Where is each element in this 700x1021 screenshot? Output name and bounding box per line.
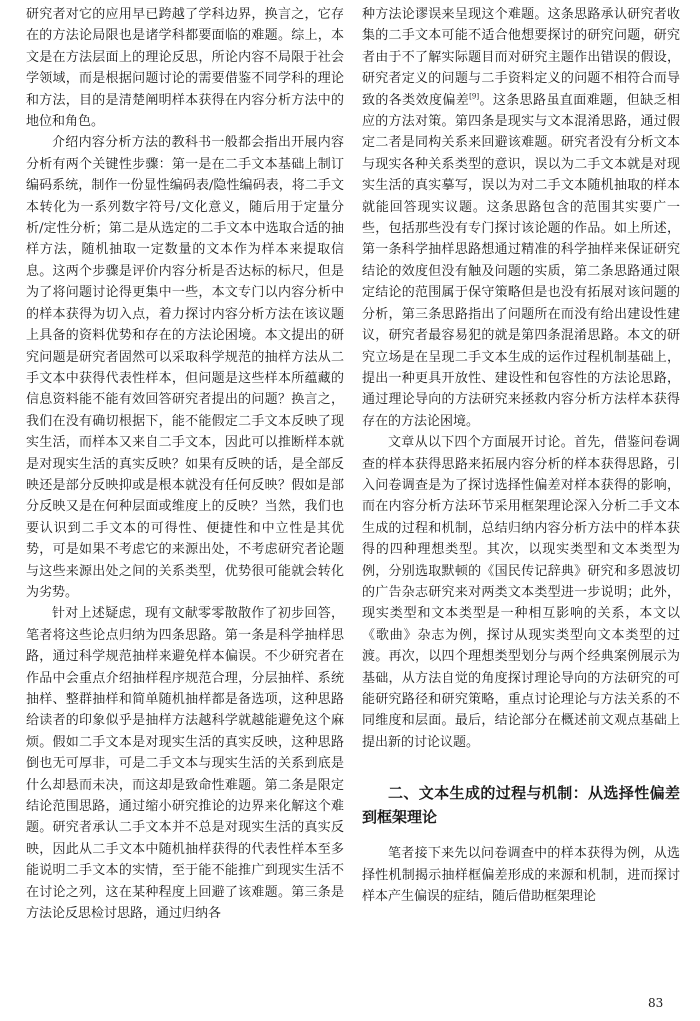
- paragraph: 介绍内容分析方法的教科书一般都会指出开展内容分析有两个关键性步骤：第一是在二手文本基础上制订编码系统，制作一份显性编码表/隐性编码表，将二手文本转化为一系列数字符号/文化意义，随后用于定量分析/定性分析；第二是从选定的二手文本中选取合适的抽样方法，随机抽取一定数量的文本作为样本来提取信息。这两个步骤是评价内容分析是否达标的标尺，但是为了将问题讨论得更集中一些，本文专门以内容分析中的样本获得为切入点，着力探讨内容分析方法在该议题上具备的资料优势和存在的方法论困境。本文提出的研究问题是研究者固然可以采取科学规范的抽样方法从二手文本中获得代表性样本，但问题是这些样本所蕴藏的信息资料能不能有效回答研究者提出的问题？换言之，我们在没有确切根据下，能不能假定二手文本反映了现实生活，而样本又来自二手文本，因此可以推断样本就是对现实生活的真实反映？如果有反映的话，是全部反映还是部分反映抑或是根本就没有任何反映？假如是部分反映又是在何种层面或维度上的反映？当然，我们也要认识到二手文本的可得性、便捷性和中立性是其优势，可是如果不考虑它的来源出处，不考虑研究者论题与这些来源出处之间的关系类型，优势很可能就会转化为劣势。: [26, 135, 344, 600]
- right-column: [362, 4, 680, 907]
- section-title: 二、文本生成的过程与机制：从选择性偏差到框架理论: [362, 784, 680, 827]
- paragraph: 文章从以下四个方面展开讨论。首先，借鉴问卷调查的样本获得思路来拓展内容分析的样本获得思路，引入问卷调查是为了探讨选择性偏差对样本获得的影响，而在内容分析方法环节采用框架理论深入分析二手文本生成的过程和机制，总结归纳内容分析方法中的样本获得的四种理想类型。其次，以现实类型和文本类型为例，分别选取默顿的《国民传记辞典》研究和多恩波切的广告杂志研究来对两类文本类型进一步说明；此外，现实类型和文本类型是一种相互影响的关系，本文以《歌曲》杂志为例，探讨从现实类型向文本类型的过渡。再次，以四个理想类型划分与两个经典案例展示为基础，从方法自觉的角度探讨理论导向的方法研究的可能研究路径和研究策略，重点讨论理论与方法关系的不同维度和层面。最后，结论部分在概述前文观点基础上提出新的讨论议题。: [362, 435, 680, 750]
- page-number: 83: [648, 996, 664, 1010]
- paragraph: 笔者接下来先以问卷调查中的样本获得为例，从选择性机制揭示抽样框偏差形成的来源和机制，进而探讨样本产生偏误的症结，随后借助框架理论: [362, 846, 680, 905]
- citation-superscript: [9]: [469, 92, 480, 101]
- paragraph: [362, 4, 680, 432]
- paragraph-text: 种方法论谬误来呈现这个难题。这条思路承认研究者收集的二手文本可能不适合他想要探讨的研究问题，研究者由于不了解实际题目而对研究主题作出错误的假设，研究者定义的问题与二手资料定义的问题不相符合而导致的各类效度偏差: [362, 7, 680, 108]
- left-column: [26, 4, 344, 924]
- paragraph: 研究者对它的应用早已跨越了学科边界，换言之，它存在的方法论局限也是诸学科都要面临的难题。综上，本文是在方法层面上的理论反思，所论内容不局限于社会学领域，而是根据问题讨论的需要借鉴不同学科的理论和方法，目的是清楚阐明样本获得在内容分析方法中的地位和角色。: [26, 7, 344, 130]
- paragraph: 针对上述疑虑，现有文献零零散散作了初步回答，笔者将这些论点归纳为四条思路。第一条是科学抽样思路，通过科学规范抽样来避免样本偏误。不少研究者在作品中会重点介绍抽样程序规范合理，分层抽样、系统抽样、整群抽样和简单随机抽样都是备选项，这种思路给读者的印象似乎是抽样方法越科学就越能避免这个麻烦。假如二手文本是对现实生活的真实反映，这种思路倒也无可厚非，可是二手文本与现实生活的关系到底是什么却悬而未决，而这却是致命性难题。第二条是限定结论范围思路，通过缩小研究推论的边界来化解这个难题。研究者承认二手文本并不总是对现实生活的真实反映，因此从二手文本中随机抽样获得的代表性样本至多能说明二手文本的实情，至于能不能推广到现实生活不在讨论之列，这在某种程度上回避了该难题。第三条是方法论反思检讨思路，通过归纳各: [26, 606, 344, 922]
- paragraph-text: 。这条思路虽直面难题，但缺乏相应的方法对策。第四条是现实与文本混淆思路，通过假定二者是同构关系来回避该难题。研究者没有分析文本与现实各种关系类型的意识，误以为二手文本就是对现实生活的真实摹写，误以为对二手文本随机抽取的样本就能回答现实议题。这条思路包含的范围其实要广一些，包括那些没有专门探讨该论题的作品。如上所述，第一条科学抽样思路想通过精准的科学抽样来保证研究结论的效度但没有触及问题的实质，第二条思路通过限定结论的范围属于保守策略但是也没有拓展对该问题的分析，第三条思路指出了问题所在而没有给出建设性建议，研究者最容易犯的就是第四条混淆思路。本文的研究立场是在呈现二手文本生成的运作过程机制基础上，提出一种更具开放性、建设性和包容性的方法论思路，通过理论导向的方法研究来拯救内容分析方法样本获得存在的方法论困境。: [362, 92, 680, 429]
